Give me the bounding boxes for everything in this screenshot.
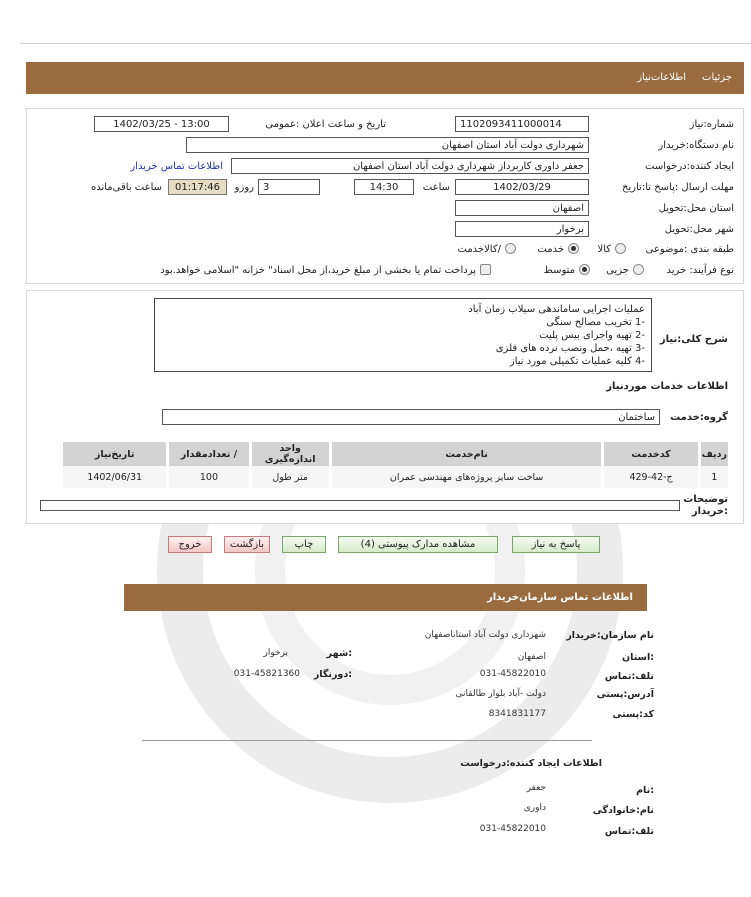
cell-row-number: 1 bbox=[699, 466, 728, 488]
contact-org-value: شهرداری دولت آباد استاناصفهان bbox=[424, 630, 546, 640]
buyer-notes-label: توضیحات :خریدار bbox=[683, 494, 728, 517]
contact-org-label: نام سازمان:خریدار bbox=[566, 630, 654, 641]
col-quantity: / تعدادمقدار bbox=[168, 442, 250, 466]
services-table bbox=[60, 442, 728, 488]
category-label: طبقه بندی :موضوعی bbox=[645, 244, 734, 255]
attachments-button[interactable]: مشاهده مدارک پیوستی (4) bbox=[338, 536, 498, 553]
contact-city-label: :شهر bbox=[326, 648, 352, 659]
contact-section-header bbox=[124, 584, 647, 611]
treasury-payment-checkbox[interactable] bbox=[480, 264, 491, 275]
contact-fax-value: 031-45821360 bbox=[233, 669, 300, 679]
contact-fax-label: :دورنگار bbox=[313, 669, 352, 680]
category-option-goods-service: /کالاخدمت bbox=[457, 244, 501, 255]
print-button[interactable]: چاپ bbox=[282, 536, 326, 553]
respond-button[interactable]: پاسخ به نیاز bbox=[512, 536, 600, 553]
deadline-date-field: 1402/03/29 bbox=[455, 179, 589, 195]
back-button[interactable]: بازگشت bbox=[224, 536, 270, 553]
purchase-radio-small[interactable] bbox=[633, 264, 644, 275]
cell-quantity: 100 bbox=[168, 466, 250, 488]
contact-province-label: :استان bbox=[622, 652, 654, 663]
cell-service-code: ج-42-429 bbox=[603, 466, 699, 488]
col-service-code: کدخدمت bbox=[603, 442, 699, 466]
col-unit: واحد اندازه‌گیری bbox=[250, 442, 330, 466]
contact-section-title: اطلاعات تماس سازمان‌خریدار bbox=[486, 592, 633, 603]
remaining-time-label: ساعت باقی‌مانده bbox=[90, 182, 162, 193]
contact-address-value: دولت -آباد بلوار طالقانی bbox=[455, 689, 546, 699]
category-radio-goods[interactable] bbox=[615, 243, 626, 254]
cell-service-name: ساخت سایر پروژه‌های مهندسی عمران bbox=[330, 466, 603, 488]
days-remaining-field: 3 bbox=[258, 179, 320, 195]
services-section-title: اطلاعات خدمات موردنیاز bbox=[606, 381, 728, 392]
services-table-header bbox=[62, 442, 729, 466]
contact-province-value: اصفهان bbox=[517, 652, 546, 662]
col-row: ردیف bbox=[699, 442, 728, 466]
description-label: شرح کلی:نیاز bbox=[659, 334, 728, 345]
contact-divider bbox=[142, 740, 592, 741]
deadline-time-field: 14:30 bbox=[354, 179, 414, 195]
creator-info-title: اطلاعات ایجاد کننده:درخواست bbox=[460, 758, 602, 769]
announce-label: تاریخ و ساعت اعلان :عمومی bbox=[265, 119, 386, 130]
contact-city-value: برخوار bbox=[263, 648, 288, 658]
need-number-label: شماره:نیاز bbox=[689, 119, 734, 130]
category-option-service: خدمت bbox=[537, 244, 564, 255]
contact-postal-value: 8341831177 bbox=[488, 709, 546, 719]
announce-datetime-field: 1402/03/25 - 13:00 bbox=[94, 116, 229, 132]
creator-family-label: نام:خانوادگی bbox=[592, 805, 654, 816]
buyer-notes-field bbox=[40, 500, 680, 511]
deadline-time-label: ساعت bbox=[422, 182, 450, 193]
remaining-time-field: 01:17:46 bbox=[168, 179, 227, 195]
delivery-city-label: شهر محل:تحویل bbox=[664, 224, 734, 235]
delivery-province-label: استان محل:تحویل bbox=[658, 203, 734, 214]
need-number-field: 1102093411000014 bbox=[455, 116, 589, 132]
col-service-name: نام‌خدمت bbox=[330, 442, 603, 466]
category-option-goods: کالا bbox=[597, 244, 611, 255]
description-text: عملیات اجرایی ساماندهی سیلاب زمان آباد -1 تخریب مصالح سنگی -2 تهیه واجرای بیس پلیت -3 تهیه ،حمل ونصب نرده های فلزی -4 کلیه عملیات تکمیلی مورد نیاز bbox=[154, 298, 652, 372]
purchase-option-small: جزیی bbox=[606, 265, 629, 276]
service-group-field: ساختمان bbox=[162, 409, 660, 425]
contact-phone-value: 031-45822010 bbox=[479, 669, 546, 679]
exit-button[interactable]: خروج bbox=[168, 536, 212, 553]
creator-phone-label: تلف:تماس bbox=[604, 826, 654, 837]
top-divider bbox=[20, 43, 751, 44]
treasury-payment-note: پرداخت تمام یا بخشی از مبلغ خرید،از محل اسناد" خزانه "اسلامی خواهد.بود bbox=[160, 265, 476, 276]
creator-field: جعفر داوری کاربرداز شهرداری دولت آباد استان اصفهان bbox=[231, 158, 589, 174]
buyer-org-label: نام دستگاه:خریدار bbox=[658, 140, 734, 151]
contact-address-label: آدرس:پستی bbox=[596, 689, 654, 700]
col-need-date: تاریخ‌نیاز bbox=[62, 442, 168, 466]
deadline-label: مهلت ارسال :پاسخ تا:تاریخ bbox=[621, 182, 734, 193]
purchase-option-medium: متوسط bbox=[543, 265, 575, 276]
creator-label: ایجاد کننده:درخواست bbox=[645, 161, 734, 172]
creator-name-value: جعفر bbox=[526, 783, 546, 793]
category-radio-service[interactable] bbox=[568, 243, 579, 254]
breadcrumb-need-info[interactable]: اطلاعات‌نیاز bbox=[637, 72, 686, 83]
creator-phone-value: 031-45822010 bbox=[479, 824, 546, 834]
header-bar bbox=[26, 62, 744, 94]
days-label: روزو bbox=[234, 182, 254, 193]
purchase-type-label: نوع فرآیند: خرید bbox=[666, 265, 734, 276]
delivery-province-field: اصفهان bbox=[455, 200, 589, 216]
purchase-radio-medium[interactable] bbox=[579, 264, 590, 275]
contact-postal-label: کد:پستی bbox=[612, 709, 654, 720]
creator-family-value: داوری bbox=[523, 803, 546, 813]
cell-unit: متر طول bbox=[250, 466, 330, 488]
delivery-city-field: برخوار bbox=[455, 221, 589, 237]
contact-phone-label: تلف:تماس bbox=[604, 671, 654, 682]
cell-need-date: 1402/06/31 bbox=[62, 466, 168, 488]
buyer-org-field: شهرداری دولت آباد استان اصفهان bbox=[186, 137, 589, 153]
creator-name-label: :نام bbox=[636, 785, 654, 796]
breadcrumb-details[interactable]: جزئیات bbox=[702, 72, 732, 83]
service-group-label: گروه:خدمت bbox=[670, 412, 728, 423]
table-row bbox=[62, 466, 729, 488]
buyer-contact-link[interactable]: اطلاعات تماس خریدار bbox=[130, 161, 223, 172]
category-radio-goods-service[interactable] bbox=[505, 243, 516, 254]
